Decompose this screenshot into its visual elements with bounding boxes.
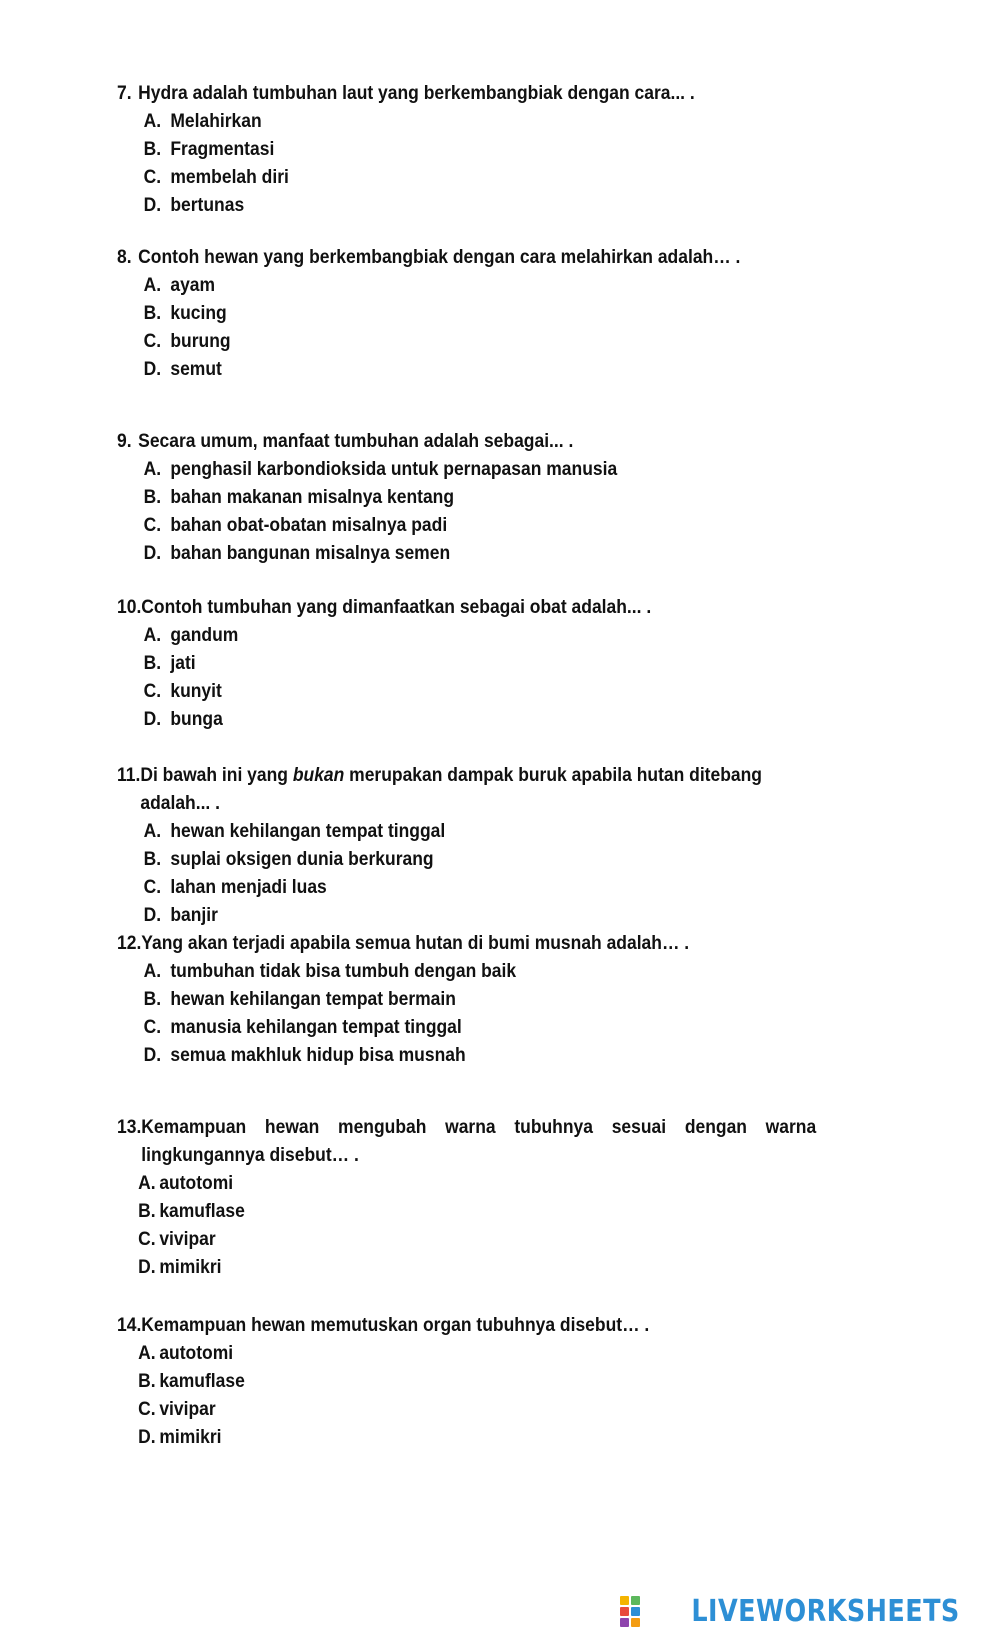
- option-text: mimikri: [159, 1257, 222, 1278]
- option-b[interactable]: [144, 136, 817, 164]
- question-stem: Kemampuan hewan memutuskan organ tubuhnya disebut… .: [141, 1315, 650, 1336]
- question-number: 7.: [117, 83, 132, 104]
- option-text: vivipar: [159, 1229, 216, 1250]
- option-text: Fragmentasi: [170, 139, 275, 160]
- option-c[interactable]: [144, 1014, 817, 1042]
- option-letter: A.: [138, 1173, 156, 1194]
- logo-text: LIVEWORKSHEETS: [691, 1594, 960, 1629]
- option-letter: C.: [143, 331, 162, 352]
- option-letter: B.: [143, 849, 162, 870]
- option-letter: C.: [138, 1399, 156, 1420]
- question-number: 12.: [117, 933, 142, 954]
- option-d[interactable]: [144, 540, 817, 568]
- question-stem: [140, 762, 816, 818]
- option-letter: D.: [143, 709, 162, 730]
- question-number: 9.: [117, 431, 132, 452]
- option-text: penghasil karbondioksida untuk pernapasan manusia: [170, 459, 618, 480]
- option-letter: C.: [138, 1229, 156, 1250]
- question-9: [117, 428, 816, 568]
- stem-part: merupakan dampak buruk apabila hutan ditebang adalah... .: [140, 765, 762, 814]
- option-text: semua makhluk hidup bisa musnah: [170, 1045, 466, 1066]
- question-number: 11.: [117, 765, 141, 786]
- option-d[interactable]: [144, 902, 817, 930]
- option-letter: B.: [143, 303, 162, 324]
- option-c[interactable]: [144, 512, 817, 540]
- option-text: semut: [170, 359, 222, 380]
- option-letter: A.: [138, 1343, 156, 1364]
- option-c[interactable]: [144, 874, 817, 902]
- question-number: 10.: [117, 597, 142, 618]
- question-14: [117, 1312, 816, 1452]
- option-text: bertunas: [170, 195, 245, 216]
- option-text: kunyit: [170, 681, 222, 702]
- option-letter: A.: [143, 111, 162, 132]
- option-b[interactable]: [144, 846, 817, 874]
- option-b[interactable]: [144, 484, 817, 512]
- option-letter: B.: [143, 989, 162, 1010]
- option-d[interactable]: [144, 356, 817, 384]
- question-number: 8.: [117, 247, 132, 268]
- option-text: autotomi: [159, 1343, 234, 1364]
- option-b[interactable]: [144, 300, 817, 328]
- stem-part: Di bawah ini yang: [140, 765, 293, 786]
- option-letter: C.: [143, 877, 162, 898]
- option-letter: D.: [138, 1427, 156, 1448]
- question-13: [117, 1114, 816, 1282]
- option-letter: D.: [143, 195, 162, 216]
- option-text: bahan obat-obatan misalnya padi: [170, 515, 448, 536]
- option-letter: A.: [143, 961, 162, 982]
- option-text: suplai oksigen dunia berkurang: [170, 849, 434, 870]
- option-d[interactable]: [138, 1254, 816, 1282]
- option-c[interactable]: [144, 678, 817, 706]
- option-letter: D.: [143, 543, 162, 564]
- stem-emphasis: bukan: [292, 765, 345, 786]
- option-letter: C.: [143, 1017, 162, 1038]
- option-b[interactable]: [138, 1198, 816, 1226]
- option-text: burung: [170, 331, 231, 352]
- option-text: autotomi: [159, 1173, 234, 1194]
- option-d[interactable]: [138, 1424, 816, 1452]
- question-stem: Contoh hewan yang berkembangbiak dengan cara melahirkan adalah… .: [138, 247, 741, 268]
- option-text: kamuflase: [159, 1201, 245, 1222]
- option-letter: A.: [143, 275, 162, 296]
- question-11: [117, 762, 816, 930]
- option-a[interactable]: [144, 456, 817, 484]
- option-a[interactable]: [144, 108, 817, 136]
- option-text: membelah diri: [170, 167, 289, 188]
- option-letter: D.: [143, 359, 162, 380]
- option-a[interactable]: [138, 1340, 816, 1368]
- option-b[interactable]: [144, 986, 817, 1014]
- option-text: gandum: [170, 625, 239, 646]
- option-b[interactable]: [144, 650, 817, 678]
- logo-blocks-icon: [620, 1596, 640, 1627]
- option-a[interactable]: [144, 958, 817, 986]
- option-b[interactable]: [138, 1368, 816, 1396]
- option-text: kamuflase: [159, 1371, 245, 1392]
- option-text: bunga: [170, 709, 223, 730]
- option-letter: C.: [143, 515, 162, 536]
- option-text: banjir: [170, 905, 218, 926]
- option-c[interactable]: [144, 328, 817, 356]
- option-a[interactable]: [144, 622, 817, 650]
- question-12: [117, 930, 816, 1070]
- question-8: [117, 244, 816, 384]
- liveworksheets-logo: [620, 1594, 960, 1629]
- question-stem: Contoh tumbuhan yang dimanfaatkan sebagai obat adalah... .: [141, 597, 652, 618]
- question-number: 14.: [117, 1315, 142, 1336]
- option-text: ayam: [170, 275, 216, 296]
- option-text: mimikri: [159, 1427, 222, 1448]
- option-letter: B.: [143, 139, 162, 160]
- option-letter: B.: [138, 1201, 156, 1222]
- option-text: hewan kehilangan tempat tinggal: [170, 821, 446, 842]
- option-a[interactable]: [138, 1170, 816, 1198]
- question-stem: Kemampuan hewan mengubah warna tubuhnya sesuai dengan warna lingkungannya disebut… .: [141, 1117, 817, 1166]
- question-stem: Hydra adalah tumbuhan laut yang berkembangbiak dengan cara... .: [138, 83, 695, 104]
- option-text: jati: [170, 653, 196, 674]
- option-letter: A.: [143, 625, 162, 646]
- option-letter: C.: [143, 681, 162, 702]
- option-text: Melahirkan: [170, 111, 262, 132]
- option-c[interactable]: [144, 164, 817, 192]
- option-c[interactable]: [138, 1396, 816, 1424]
- question-10: [117, 594, 816, 734]
- option-d[interactable]: [144, 1042, 817, 1070]
- option-a[interactable]: [144, 272, 817, 300]
- option-text: hewan kehilangan tempat bermain: [170, 989, 456, 1010]
- option-d[interactable]: [144, 706, 817, 734]
- option-text: bahan makanan misalnya kentang: [170, 487, 455, 508]
- option-text: lahan menjadi luas: [170, 877, 327, 898]
- option-letter: C.: [143, 167, 162, 188]
- option-c[interactable]: [138, 1226, 816, 1254]
- option-letter: D.: [143, 1045, 162, 1066]
- option-letter: A.: [143, 459, 162, 480]
- option-text: tumbuhan tidak bisa tumbuh dengan baik: [170, 961, 517, 982]
- question-number: 13.: [117, 1117, 142, 1138]
- option-letter: B.: [143, 487, 162, 508]
- option-d[interactable]: [144, 192, 817, 220]
- option-letter: A.: [143, 821, 162, 842]
- option-text: vivipar: [159, 1399, 216, 1420]
- option-letter: D.: [143, 905, 162, 926]
- question-stem: Yang akan terjadi apabila semua hutan di bumi musnah adalah… .: [141, 933, 690, 954]
- option-text: manusia kehilangan tempat tinggal: [170, 1017, 462, 1038]
- question-stem: Secara umum, manfaat tumbuhan adalah sebagai... .: [138, 431, 574, 452]
- option-text: kucing: [170, 303, 227, 324]
- option-letter: B.: [138, 1371, 156, 1392]
- option-letter: B.: [143, 653, 162, 674]
- option-a[interactable]: [144, 818, 817, 846]
- option-letter: D.: [138, 1257, 156, 1278]
- option-text: bahan bangunan misalnya semen: [170, 543, 451, 564]
- question-7: [117, 80, 816, 220]
